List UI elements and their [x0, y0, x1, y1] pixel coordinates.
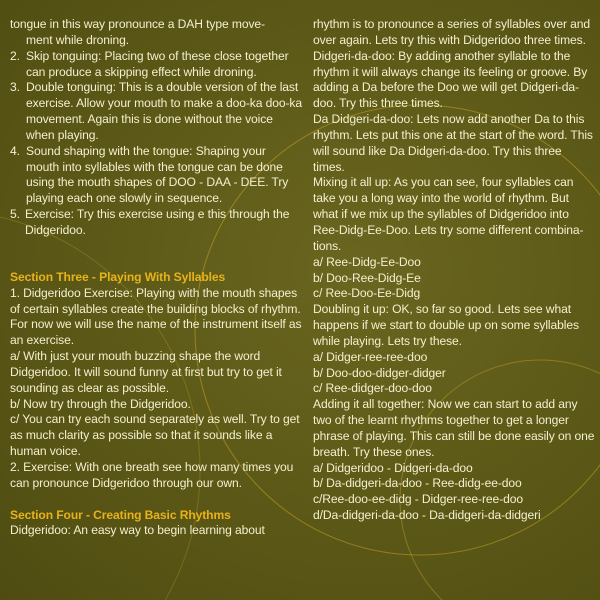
combo-item: b/ Doo-Ree-Didg-Ee	[313, 270, 421, 285]
left-column	[10, 17, 302, 539]
combo-item: a/ Didgeridoo - Didgeri-da-doo	[313, 460, 473, 475]
combo-item: a/ Ree-Didg-Ee-Doo	[313, 254, 421, 269]
section-three-paragraph: a/ With just your mouth buzzing shape the word Didgeridoo. It will sound funny at first but try to get it sounding as clear as possible.	[10, 349, 282, 395]
section-three-heading: Section Three - Playing With Syllables	[10, 269, 226, 284]
doubling-paragraph: Doubling it up: OK, so far so good. Lets see what happens if we start to double up on some syllables while playing. Lets try these.	[313, 302, 579, 348]
combo-item: b/ Doo-doo-didger-didger	[313, 365, 446, 380]
adding-paragraph: Adding it all together: Now we can start to add any two of the learnt rhythms together to get a longer phrase of playing. This can still be done easily on one breath. Try these ones.	[313, 397, 595, 459]
list-text: Double tonguing: This is a double version of the last exercise. Allow your mouth to make a doo-ka doo-ka movement. Again this is done without the voice when playing.	[26, 80, 302, 142]
list-item-exercise	[10, 207, 302, 239]
section-three-paragraph: 2. Exercise: With one breath see how many times you can pronounce Didgeridoo through our own.	[10, 459, 294, 490]
section-four-heading: Section Four - Creating Basic Rhythms	[10, 507, 231, 522]
intro-line-2: ment while droning.	[26, 32, 129, 47]
combo-item: c/ Ree-Doo-Ee-Didg	[313, 286, 421, 301]
list-number: 3.	[10, 80, 20, 95]
right-column	[313, 17, 595, 524]
combo-item: d/Da-didgeri-da-doo - Da-didgeri-da-didgeri	[313, 508, 541, 523]
list-item-skip-tonguing	[10, 49, 302, 81]
list-number: 4.	[10, 143, 20, 158]
intro-line-1: tongue in this way pronounce a DAH type move-	[10, 17, 265, 31]
combo-item: b/ Da-didgeri-da-doo - Ree-didg-ee-doo	[313, 476, 522, 491]
list-item-double-tonguing	[10, 80, 302, 143]
section-three-paragraph: 1. Didgeridoo Exercise: Playing with the mouth shapes of certain syllables create the building blocks of rhythm. For now we will use the name of the instrument itself as an exercise.	[10, 285, 302, 348]
combo-item: a/ Didger-ree-ree-doo	[313, 349, 428, 364]
combo-item: c/ Ree-didger-doo-doo	[313, 381, 432, 396]
list-item-sound-shaping	[10, 144, 302, 207]
section-three-paragraph: c/ You can try each sound separately as well. Try to get as much clarity as possible so that it sounds like a human voice.	[10, 412, 300, 459]
combo-item: c/Ree-doo-ee-didg - Didger-ree-ree-doo	[313, 492, 523, 507]
rhythm-paragraph: Da Didgeri-da-doo: Lets now add another Da to this rhythm. Lets put this one at the start of the word. This will sound like Da Didgeri-da-doo. Try this three times.	[313, 112, 593, 174]
rhythm-paragraph: rhythm is to pronounce a series of syllables over and over again. Lets try this with Didgeridoo three times.	[313, 17, 591, 47]
list-number: 5.	[10, 207, 20, 222]
section-three-paragraph: b/ Now try through the Didgeridoo.	[10, 396, 191, 411]
section-four-paragraph: Didgeridoo: An easy way to begin learning about	[10, 523, 265, 538]
list-text: Exercise: Try this exercise using e this through the Didgeridoo.	[25, 207, 290, 237]
list-number: 2.	[10, 48, 20, 63]
rhythm-paragraph: Didgeri-da-doo: By adding another syllable to the rhythm it will always change its feeling or groove. By adding a Da before the Doo we will get Didgeri-da-doo. Try this three times.	[313, 48, 588, 111]
list-text: Skip tonguing: Placing two of these close together can produce a skipping effect while droning.	[26, 48, 289, 79]
rhythm-paragraph: Mixing it all up: As you can see, four syllables can take you a long way into the world of rhythm. But what if we mix up the syllables of Didgeridoo into Ree-Didg-Ee-Doo. Lets try some different combina-tions.	[313, 175, 584, 253]
list-text: Sound shaping with the tongue: Shaping your mouth into syllables with the tongue can be done using the mouth shapes of DOO - DAA - DEE. Try playing each one slowly in sequence.	[26, 143, 289, 206]
